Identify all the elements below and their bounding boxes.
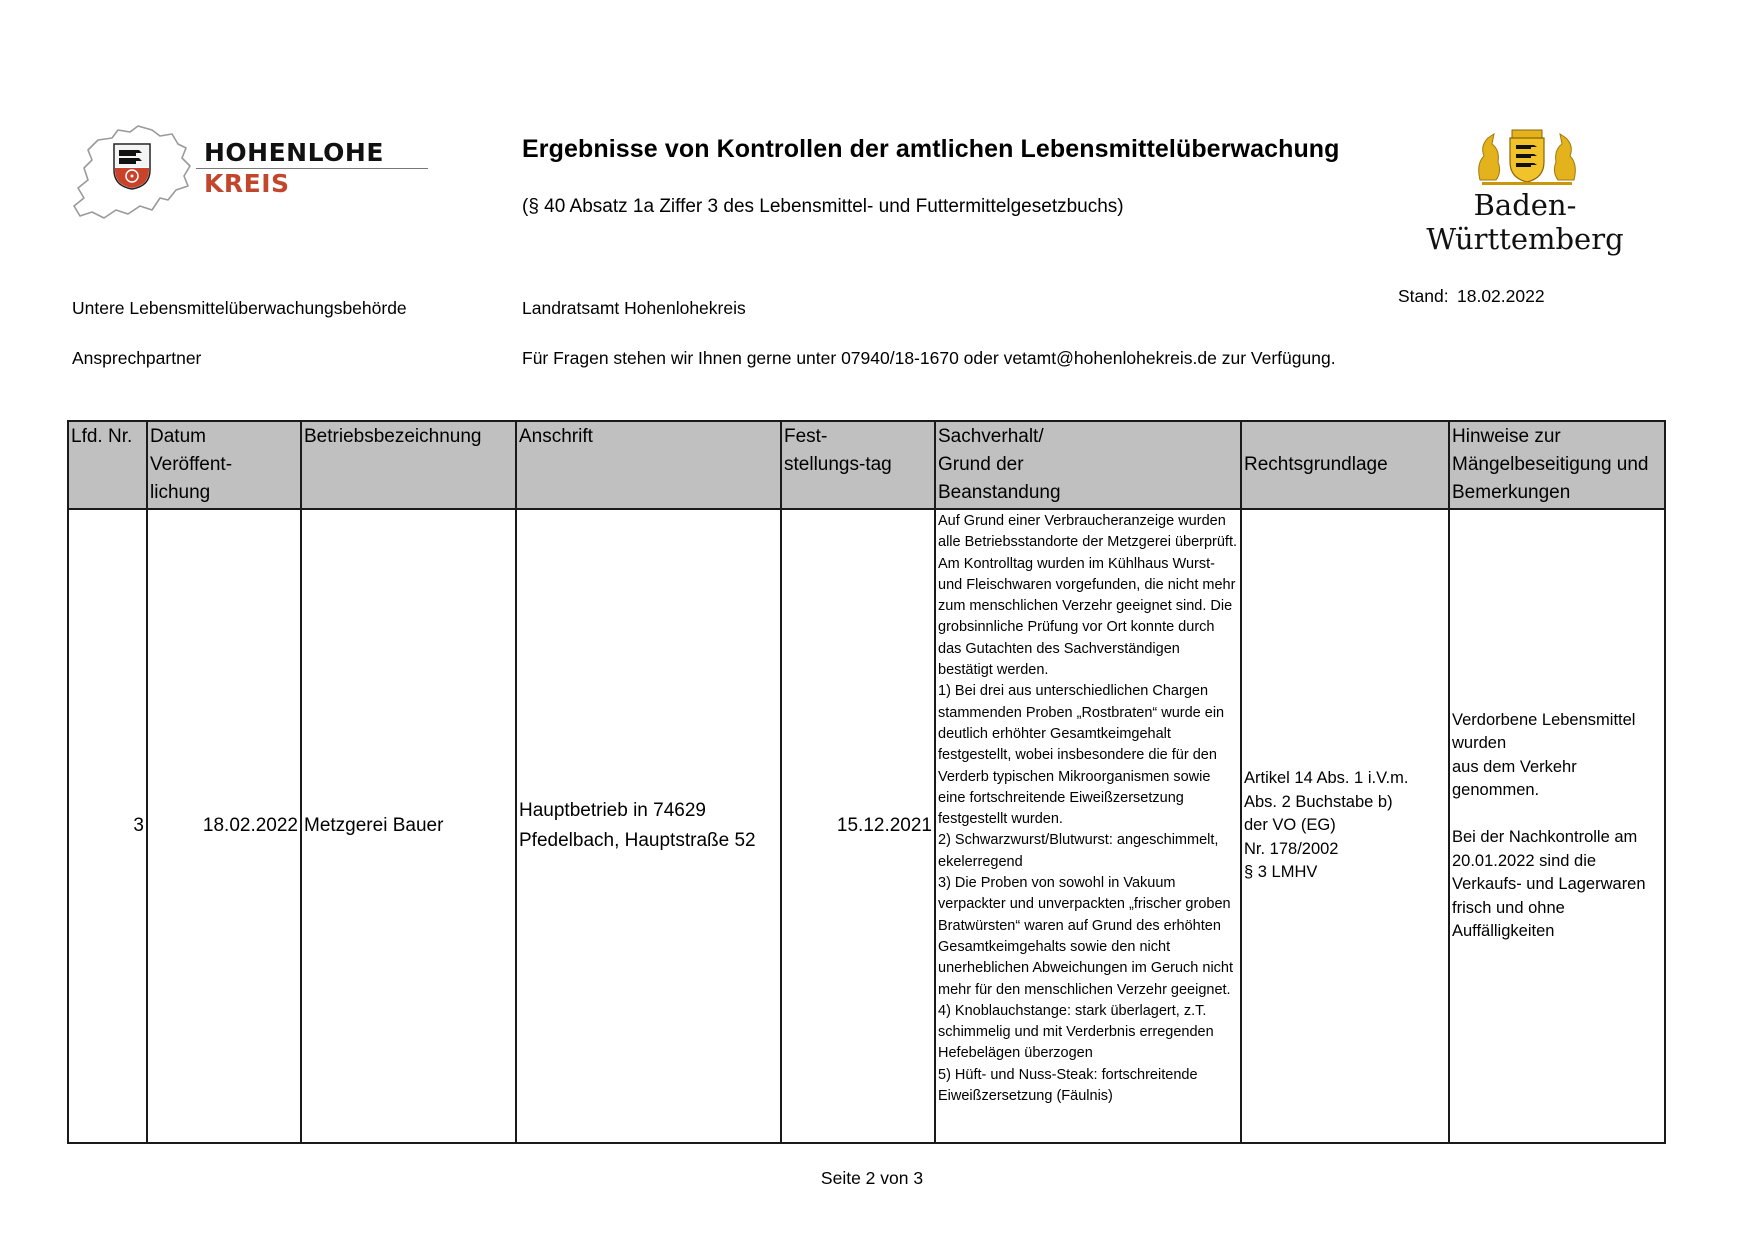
authority-label: Untere Lebensmittelüberwachungsbehörde	[72, 298, 407, 318]
contact-label: Ansprechpartner	[72, 348, 202, 368]
cell-betriebsbezeichnung: Metzgerei Bauer	[301, 509, 516, 1143]
results-table	[67, 420, 1666, 1144]
baden-wuerttemberg-logo	[1390, 128, 1670, 256]
column-header-rechtsgrundlage: Rechtsgrundlage	[1241, 421, 1449, 509]
hohenlohekreis-logo	[68, 118, 428, 228]
stand-label: Stand:	[1398, 286, 1449, 306]
cell-anschrift: Hauptbetrieb in 74629 Pfedelbach, Hauptstraße 52	[516, 509, 781, 1143]
page-number: Seite 2 von 3	[820, 1168, 924, 1188]
cell-feststellungstag: 15.12.2021	[781, 509, 935, 1143]
page-title: Ergebnisse von Kontrollen der amtlichen Lebensmittelüberwachung	[522, 135, 1340, 163]
page-subtitle: (§ 40 Absatz 1a Ziffer 3 des Lebensmittel- und Futtermittelgesetzbuchs)	[522, 196, 1124, 217]
cell-rechtsgrundlage: Artikel 14 Abs. 1 i.V.m. Abs. 2 Buchstabe b) der VO (EG) Nr. 178/2002 § 3 LMHV	[1241, 509, 1449, 1143]
cell-hinweise: Verdorbene Lebensmittel wurden aus dem Verkehr genommen. Bei der Nachkontrolle am 20.01.2022 sind die Verkaufs- und Lagerwaren frisch und ohne Auffälligkeiten	[1449, 509, 1665, 1143]
column-header-feststellungstag: Fest- stellungs-tag	[781, 421, 935, 509]
cell-lfd-nr: 3	[68, 509, 147, 1143]
logo-word-hohenlohe: HOHENLOHE	[204, 138, 384, 167]
table-row	[68, 509, 1665, 1143]
column-header-sachverhalt: Sachverhalt/ Grund der Beanstandung	[935, 421, 1241, 509]
coat-of-arms-icon	[112, 142, 152, 190]
state-coat-of-arms-icon	[1472, 128, 1582, 186]
column-header-hinweise: Hinweise zur Mängelbeseitigung und Bemerkungen	[1449, 421, 1665, 509]
column-header-lfd-nr: Lfd. Nr.	[68, 421, 147, 509]
stand-date: 18.02.2022	[1457, 286, 1545, 306]
contact-value: Für Fragen stehen wir Ihnen gerne unter 07940/18-1670 oder vetamt@hohenlohekreis.de zur Verfügung.	[522, 348, 1336, 368]
cell-datum-veroeffentlichung: 18.02.2022	[147, 509, 301, 1143]
table-header-row	[68, 421, 1665, 509]
cell-sachverhalt: Auf Grund einer Verbraucheranzeige wurden alle Betriebsstandorte der Metzgerei überprüft. Am Kontrolltag wurden im Kühlhaus Wurst- und Fleischwaren vorgefunden, die nicht mehr zum menschlichen Verzehr geeignet sind. Die grobsinnliche Prüfung vor Ort konnte durch das Gutachten des Sachverständigen bestätigt werden. 1) Bei drei aus unterschiedlichen Chargen stammenden Proben „Rostbraten“ wurde ein deutlich erhöhter Gesamtkeimgehalt festgestellt, wobei insbesondere die für den Verderb typischen Mikroorganismen sowie eine fortschreitende Eiweißzersetzung festgestellt wurden. 2) Schwarzwurst/Blutwurst: angeschimmelt, ekelerregend 3) Die Proben von sowohl in Vakuum verpackter und unverpackten „frischer groben Bratwürsten“ waren auf Grund des erhöhten Gesamtkeimgehalts sowie den nicht unerheblichen Abweichungen im Geruch nicht mehr für den menschlichen Verzehr geeignet. 4) Knoblauchstange: stark überlagert, z.T. schimmelig und mit Verderbnis erregenden Hefebelägen überzogen 5) Hüft- und Nuss-Steak: fortschreitende Eiweißzersetzung (Fäulnis)	[935, 509, 1241, 1143]
column-header-anschrift: Anschrift	[516, 421, 781, 509]
column-header-betriebsbezeichnung: Betriebsbezeichnung	[301, 421, 516, 509]
logo-text-baden-wuerttemberg: Baden-Württemberg	[1426, 188, 1624, 256]
column-header-datum: Datum Veröffent- lichung	[147, 421, 301, 509]
logo-word-kreis: KREIS	[204, 169, 290, 198]
authority-value: Landratsamt Hohenlohekreis	[522, 298, 746, 318]
